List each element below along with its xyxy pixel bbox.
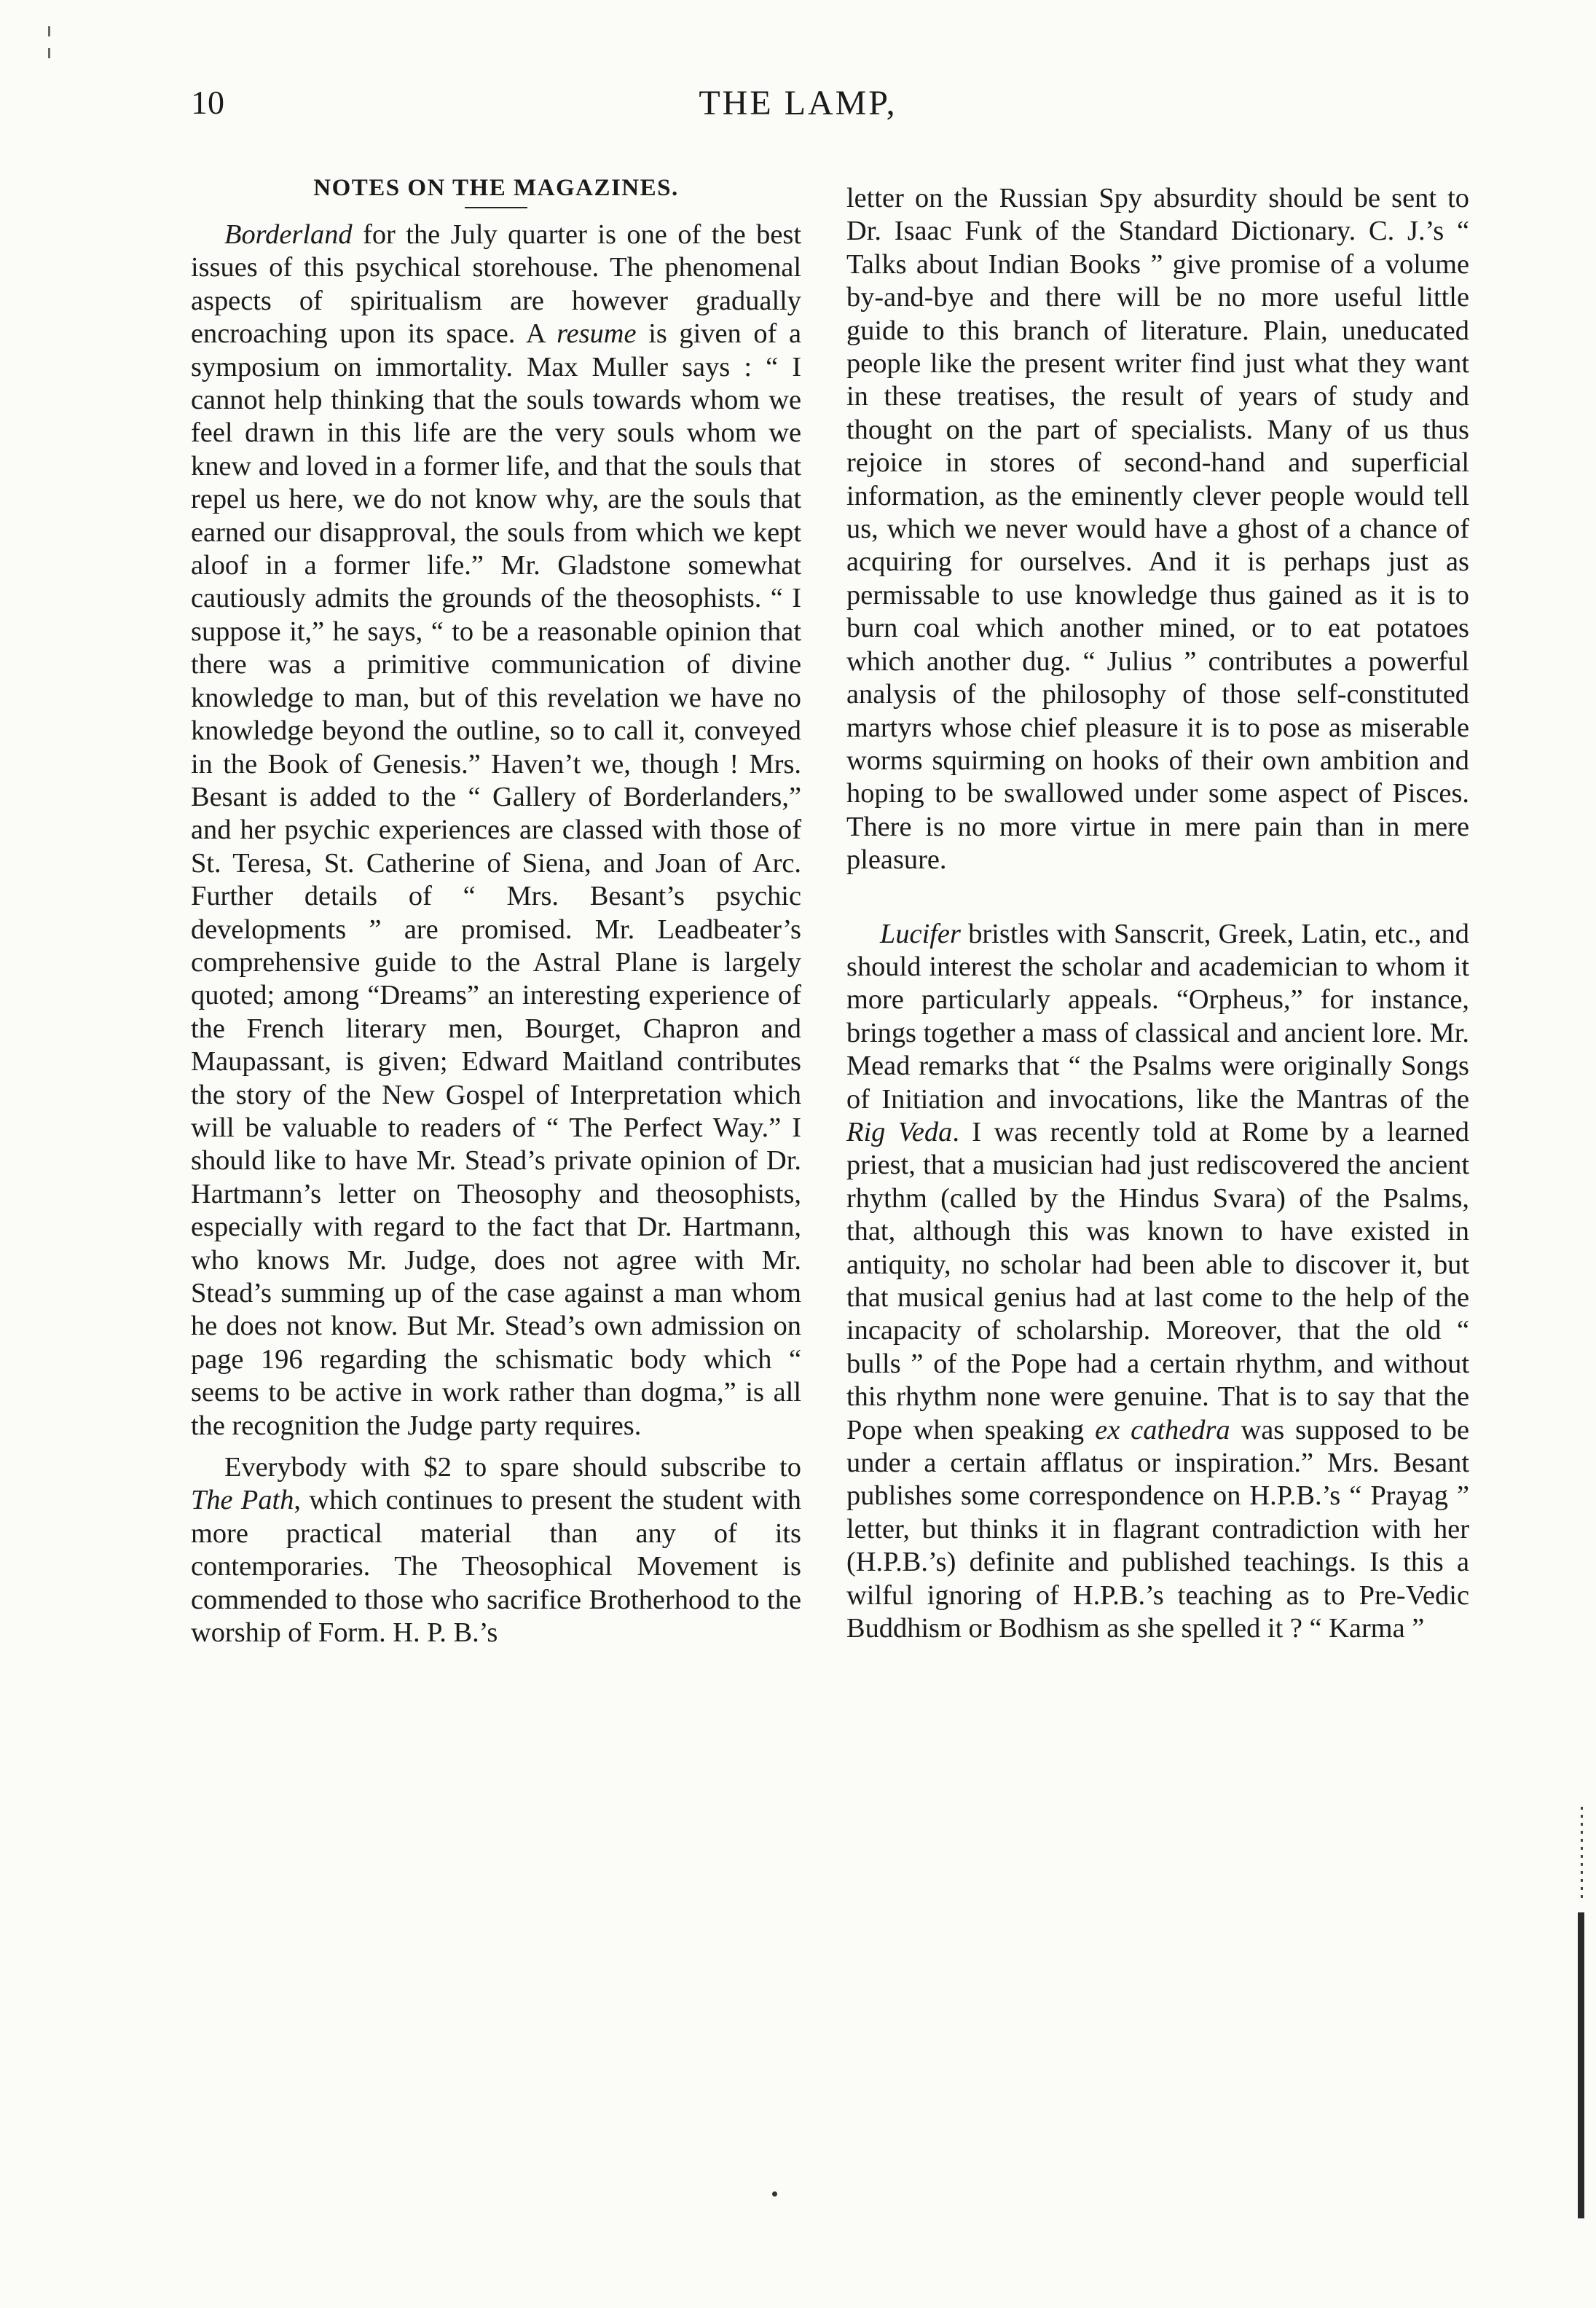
page-number: 10 [191,84,224,121]
term-ex-cathedra: ex cathedra [1095,1414,1230,1445]
binding-edge-mark [1578,1912,1584,2218]
section-heading: NOTES ON THE MAGAZINES. [313,175,679,201]
scan-speck [48,48,50,58]
term-resume: resume [557,318,637,350]
magazine-title-borderland: Borderland [224,219,353,250]
paragraph-lucifer: Lucifer bristles with Sanscrit, Greek, Latin, etc., and should interest the scholar and academician to whom it more particularly appeals. “Orpheus,” for instance, brings together a mass of classical and ancient lore. Mr. Mead remarks that “ the Psalms were originally Songs of Initiation and invocations, like the Mantras of the Rig Veda. I was recently told at Rome by a learned priest, that a musician had just rediscovered the ancient rhythm (called by the Hindus Svara) of the Psalms, that, although this was known to have existed in antiquity, no scholar had been able to discover it, but that musical genius had at last come to the help of the incapacity of scholarship. Moreover, that the old “ bulls ” of the Pope had a certain rhythm, and without this rhythm none were genuine. That is to say that the Pope when speaking ex cathedra was supposed to be under a certain afflatus or inspiration.” Mrs. Besant publishes some correspondence on H.P.B.’s “ Prayag ” letter, but thinks it in flagrant contradiction with her (H.P.B.’s) definite and published teachings. Is this a wilful ignoring of H.P.B.’s teaching as to Pre-Vedic Buddhism or Bodhism as she spelled it ? “ Karma ” [846,918,1469,1644]
magazine-title-the-path: The Path [191,1485,294,1516]
scan-speck [48,26,50,36]
term-rig-veda: Rig Veda [846,1116,953,1147]
paragraph-path-continued: letter on the Russian Spy absurdity should be sent to Dr. Isaac Funk of the Standard Dictionary. C. J.’s “ Talks about Indian Books ” give promise of a volume by-and-bye and there will be no more useful little guide to this branch of literature. Plain, uneducated people like the present writer find just what they want in these treatises, the result of years of study and thought on the part of specialists. Many of us thus rejoice in stores of second-hand and superficial information, as the eminently clever people would tell us, which we never would have a ghost of a chance of acquiring for ourselves. And it is perhaps just as permissable to use knowledge thus gained as it is to burn coal which another mined, or to eat potatoes which another dug. “ Julius ” contributes a powerful analysis of the philosophy of those self-constituted martyrs whose chief pleasure it is to pose as miserable worms squirming on hooks of their own ambition and hoping to be swallowed under some aspect of Pisces. There is no more virtue in mere pain than in mere pleasure. [846,183,1469,876]
paragraph-the-path: Everybody with $2 to spare should subscribe to The Path, which continues to present the student with more practical material than any of its contemporaries. The Theosophical Movement is commended to those who sacrifice Brotherhood to the worship of Form. H. P. B.’s [191,1452,801,1649]
scan-speck [772,2191,777,2197]
binding-edge-dots [1581,1807,1583,1901]
heading-rule [465,207,527,208]
running-title: THE LAMP, [699,84,897,122]
right-column [846,182,1469,1645]
magazine-title-lucifer: Lucifer [880,918,961,949]
paragraph-borderland: Borderland for the July quarter is one of the best issues of this psychical storehouse. The phenomenal aspects of spiritualism are however gradually encroaching upon its space. A resume is given of a symposium on immortality. Max Muller says : “ I cannot help thinking that the souls towards whom we feel drawn in this life are the very souls whom we knew and loved in a former life, and that the souls that repel us here, we do not know why, are the souls that earned our disapproval, the souls from which we kept aloof in a former life.” Mr. Gladstone somewhat cautiously admits the grounds of the theosophists. “ I suppose it,” he says, “ to be a reasonable opinion that there was a primitive communication of divine knowledge to man, but of this revelation we have no knowledge beyond the outline, so to call it, conveyed in the Book of Genesis.” Haven’t we, though ! Mrs. Besant is added to the “ Gallery of Borderlanders,” and her psychic experiences are classed with those of St. Teresa, St. Catherine of Siena, and Joan of Arc. Further details of “ Mrs. Besant’s psychic developments ” are promised. Mr. Leadbeater’s comprehensive guide to the Astral Plane is largely quoted; among “Dreams” an interesting experience of the French literary men, Bourget, Chapron and Maupassant, is given; Edward Maitland contributes the story of the New Gospel of Interpretation which will be valuable to readers of “ The Perfect Way.” I should like to have Mr. Stead’s private opinion of Dr. Hartmann’s letter on Theosophy and theosophists, especially with regard to the fact that Dr. Hartmann, who knows Mr. Judge, does not agree with Mr. Stead’s summing up of the case against a man whom he does not know. But Mr. Stead’s own admission on page 196 regarding the schismatic body which “ seems to be active in work rather than dogma,” is all the recognition the Judge party requires. [191,219,801,1441]
left-column [191,173,801,1649]
